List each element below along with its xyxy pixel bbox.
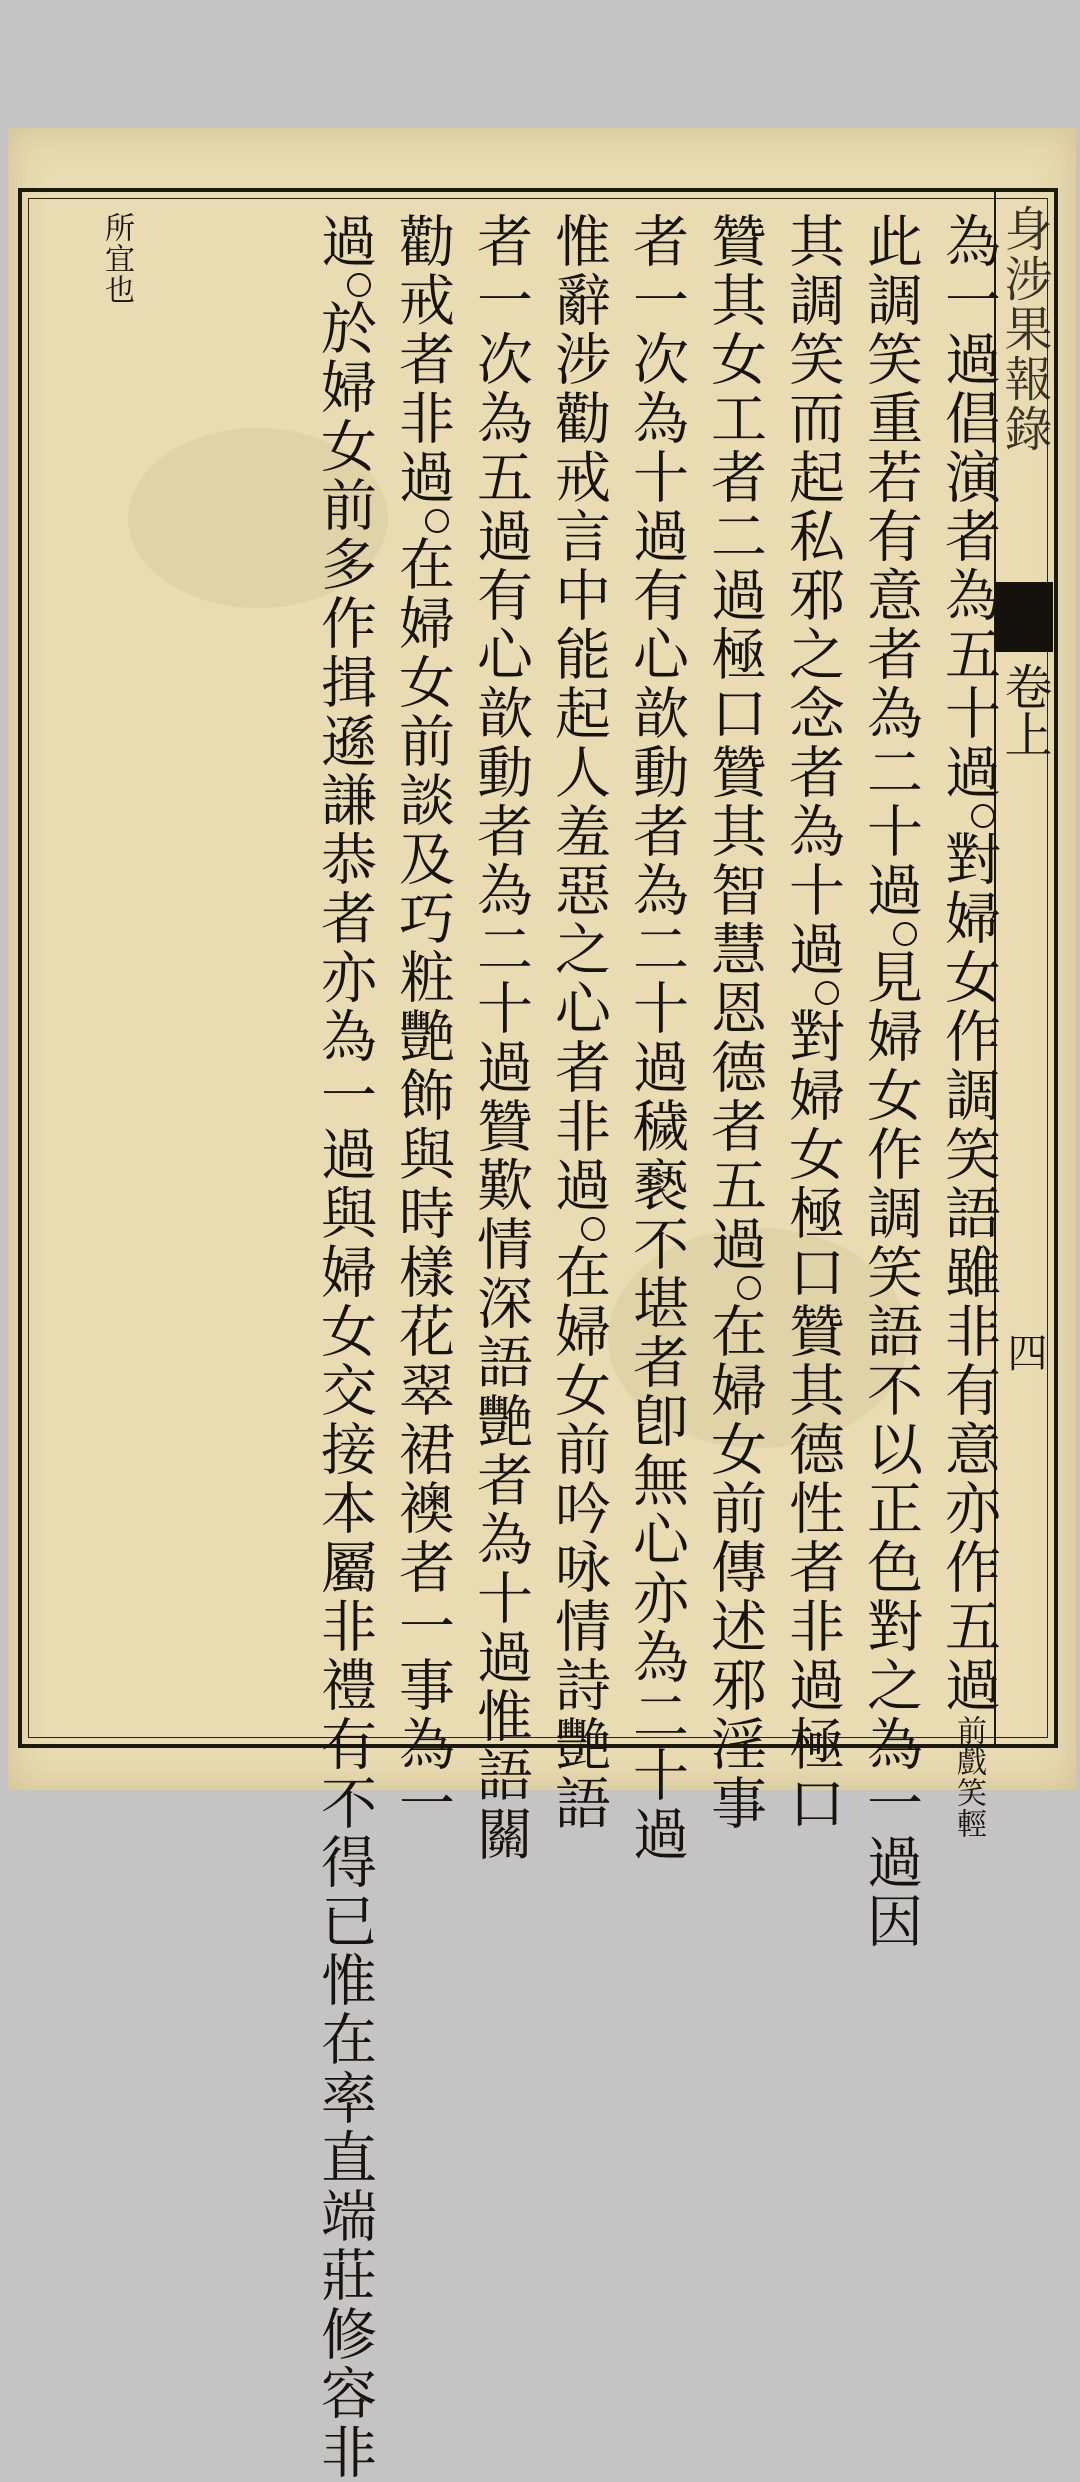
- print-frame: [18, 188, 1058, 2482]
- text-column-2: 此調笑重若有意者為二十過見婦女作調笑語不以正色對之為一過因: [858, 212, 923, 1951]
- punctuation-circle: [425, 509, 449, 533]
- book-page: [8, 128, 1076, 2482]
- text-column-5: 者一次為十過有心歆動者為二十過穢褻不堪者卽無心亦為二十過: [624, 212, 689, 1864]
- punctuation-circle: [347, 273, 371, 297]
- punctuation-circle: [815, 981, 839, 1005]
- text-column-6: 惟辭涉勸戒言中能起人羞惡之心者非過在婦女前吟咏情詩艷語: [546, 212, 611, 1833]
- text-column-4: 贊其女工者二過極口贊其智慧恩德者五過在婦女前傳述邪淫事: [702, 212, 767, 1833]
- volume-label: 卷上: [996, 662, 1052, 758]
- punctuation-circle: [971, 804, 995, 828]
- annotation-note: 前戲笑輕: [951, 1715, 986, 1839]
- page-number: 四: [1001, 1332, 1047, 1372]
- text-column-8: 勸戒者非過在婦女前談及巧粧艷飾與時樣花翠裙襖者一事為一: [390, 212, 455, 1833]
- text-column-3: 其調笑而起私邪之念者為十過對婦女極口贊其德性者非過極口: [780, 212, 845, 1833]
- punctuation-circle: [581, 1217, 605, 1241]
- section-heading-gong-li: [0, 212, 77, 1722]
- text-column-10: 所宜也: [99, 212, 134, 305]
- main-text: [52, 212, 1007, 2482]
- text-column-9: 過於婦女前多作揖遜謙恭者亦為一過與婦女交接本屬非禮有不得已惟在率直端莊修容非: [312, 212, 377, 2482]
- book-title: 身涉果報錄: [996, 204, 1052, 454]
- punctuation-circle: [893, 922, 917, 946]
- text-column-1: 為一過倡演者為五十過對婦女作調笑語雖非有意亦作五過前戲笑輕: [936, 212, 1001, 1839]
- text-column-7: 者一次為五過有心歆動者為二十過贊歎情深語艷者為十過惟語關: [468, 212, 533, 1864]
- punctuation-circle: [737, 1276, 761, 1300]
